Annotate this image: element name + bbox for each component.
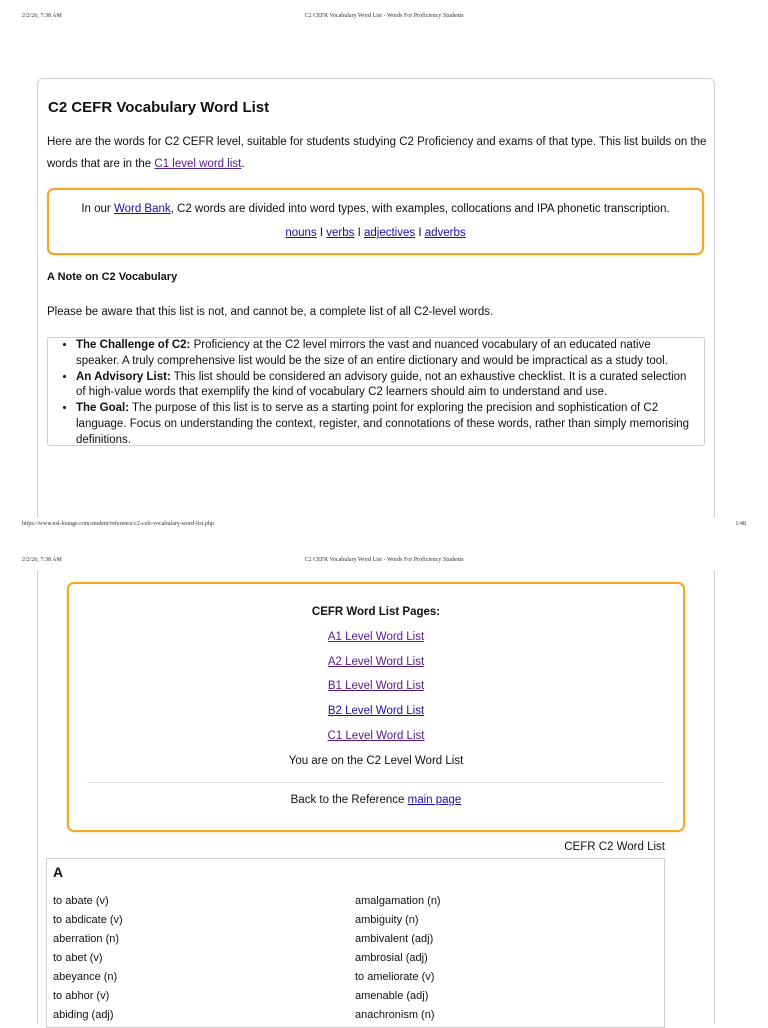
note-text: Please be aware that this list is not, and cannot be, a complete list of all C2-level words. [47, 306, 494, 318]
list-item: ambivalent (adj) [355, 933, 434, 945]
link-separator: I [418, 227, 422, 239]
list-item: anachronism (n) [355, 1009, 435, 1021]
list-item: to abate (v) [53, 895, 109, 907]
print-datetime: 2/2/26, 7:38 AM [22, 13, 62, 19]
advisory-box [47, 337, 705, 446]
list-item [76, 338, 694, 370]
page-title: C2 CEFR Vocabulary Word List [48, 99, 270, 116]
intro-text: Here are the words for C2 CEFR level, suitable for students studying C2 Proficiency and exams of that type. This list builds on the words that are in the [47, 136, 707, 170]
list-item: amenable (adj) [355, 990, 429, 1002]
link-separator: I [319, 227, 324, 239]
main-page-link[interactable]: main page [407, 794, 462, 806]
list-item: abiding (adj) [53, 1009, 114, 1021]
b1-word-list-link[interactable]: B1 Level Word List [327, 680, 425, 692]
point-label: An Advisory List: [76, 370, 171, 383]
adjectives-link[interactable]: adjectives [364, 227, 416, 239]
list-item: ambrosial (adj) [355, 952, 428, 964]
print-datetime: 2/2/26, 7:38 AM [22, 557, 62, 563]
levels-heading: CEFR Word List Pages: [311, 606, 441, 618]
word-bank-suffix: , C2 words are divided into word types, with examples, collocations and IPA phonetic transcription. [170, 203, 670, 215]
intro-period: . [241, 158, 245, 170]
adverbs-link[interactable]: adverbs [424, 227, 466, 239]
print-page-number: 1/48 [735, 521, 746, 527]
list-item [76, 401, 694, 448]
letter-heading: A [53, 864, 64, 880]
list-item: ambiguity (n) [355, 914, 419, 926]
list-item: to abdicate (v) [53, 914, 123, 926]
list-item [76, 370, 694, 402]
verbs-link[interactable]: verbs [326, 227, 355, 239]
link-separator: I [357, 227, 361, 239]
point-text: The purpose of this list is to serve as a starting point for exploring the precision and sophistication of C2 language. Focus on understanding the context, register, and connotations of these words, rather than simply memorising definitions. [76, 402, 690, 446]
b2-word-list-link[interactable]: B2 Level Word List [327, 705, 425, 717]
current-level-text: You are on the C2 Level Word List [288, 755, 464, 767]
back-to-reference [69, 794, 683, 806]
word-bank-box [47, 188, 704, 255]
list-item: abeyance (n) [53, 971, 118, 983]
point-text: Proficiency at the C2 level mirrors the vast and nuanced vocabulary of an educated native speaker. A truly comprehensive list would be the size of an entire dictionary and would be impractical as a study tool. [76, 339, 668, 367]
list-item: to abet (v) [53, 952, 103, 964]
a2-word-list-link[interactable]: A2 Level Word List [327, 656, 425, 668]
point-text: This list should be considered an advisory guide, not an exhaustive checklist. It is a curated selection of high-value words that exemplify the kind of vocabulary C2 learners should aim to understand and use. [76, 370, 687, 399]
print-doc-title: C2 CEFR Vocabulary Word List - Words For Proficiency Students [304, 557, 464, 563]
intro-paragraph [47, 131, 707, 175]
word-bank-text [49, 203, 702, 215]
word-column-right [355, 892, 441, 1025]
point-label: The Goal: [76, 402, 130, 415]
word-bank-prefix: In our [81, 203, 114, 215]
a1-word-list-link[interactable]: A1 Level Word List [327, 631, 425, 643]
list-item: amalgamation (n) [355, 895, 441, 907]
point-label: The Challenge of C2: [76, 339, 191, 351]
nouns-link[interactable]: nouns [285, 227, 317, 239]
word-list-table [46, 858, 665, 1028]
word-type-links [49, 227, 702, 239]
advisory-list [48, 338, 704, 449]
cefr-levels-box [67, 582, 685, 832]
c1-word-list-link[interactable]: C1 level word list [154, 158, 242, 170]
word-bank-link[interactable]: Word Bank [113, 203, 171, 215]
list-item: to abhor (v) [53, 990, 110, 1002]
print-url: https://www.esl-lounge.com/student/reference/c2-cefr-vocabulary-word-list.php [22, 521, 214, 527]
c1-word-list-link[interactable]: C1 Level Word List [327, 730, 425, 742]
table-caption: CEFR C2 Word List [564, 841, 665, 853]
print-doc-title: C2 CEFR Vocabulary Word List - Words For Proficiency Students [304, 13, 464, 19]
list-item: to ameliorate (v) [355, 971, 435, 983]
divider [87, 782, 665, 783]
back-prefix: Back to the Reference [290, 794, 408, 806]
list-item: aberration (n) [53, 933, 120, 945]
note-heading: A Note on C2 Vocabulary [47, 271, 178, 283]
word-column-left [53, 892, 123, 1025]
